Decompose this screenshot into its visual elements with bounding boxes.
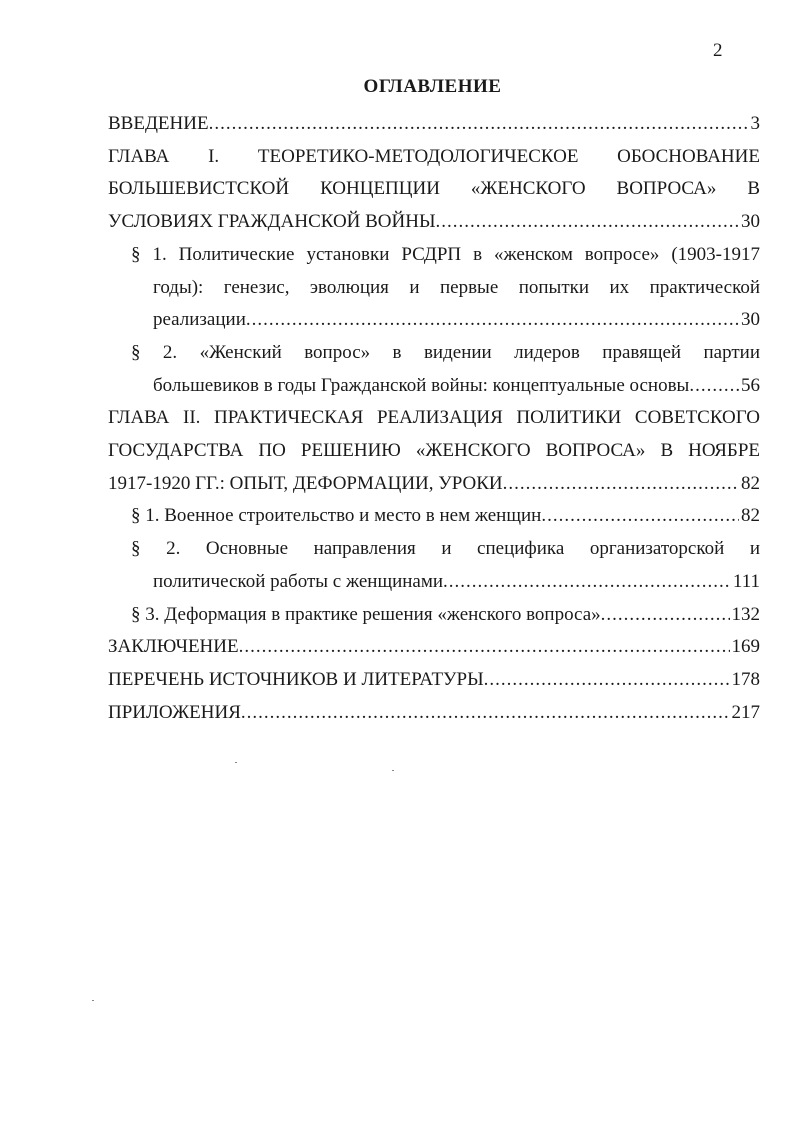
toc-entry-label: § 1. Военное строительство и место в нем женщин [131,505,542,527]
dot-leader [541,500,739,533]
toc-page-number: 30 [741,211,760,233]
dot-leader [443,566,731,599]
toc-entry-introduction[interactable] [108,108,760,141]
toc-entry-line: реализации [153,309,246,331]
toc-page-number: 217 [731,701,760,723]
toc-entry-chapter-1[interactable] [108,141,760,239]
toc-entry-line: политической работы с женщинами [153,570,444,592]
toc-entry-section-1-2[interactable] [131,337,760,402]
toc-entry-chapter-2[interactable] [108,402,760,500]
toc-page-number: 111 [732,570,760,592]
dot-leader [601,599,730,632]
toc-title: ОГЛАВЛЕНИЕ [363,76,502,97]
dot-leader [484,664,730,697]
toc-entry-line: ГЛАВА I. ТЕОРЕТИКО-МЕТОДОЛОГИЧЕСКОЕ ОБОСНОВАНИЕ [108,145,760,167]
toc-entry-line: годы): генезис, эволюция и первые попытки их практической [153,276,760,298]
scan-speck [392,770,394,771]
toc-page-number: 82 [741,505,760,527]
toc-entry-appendices[interactable] [108,697,760,730]
toc-entry-section-1-1[interactable] [131,239,760,337]
dot-leader [246,304,739,337]
toc-entry-line: 1917-1920 ГГ.: ОПЫТ, ДЕФОРМАЦИИ, УРОКИ [108,472,503,494]
toc-entry-line: ГЛАВА II. ПРАКТИЧЕСКАЯ РЕАЛИЗАЦИЯ ПОЛИТИКИ СОВЕТСКОГО [108,407,760,429]
toc-entry-sources[interactable] [108,664,760,697]
toc-entry-label: ПЕРЕЧЕНЬ ИСТОЧНИКОВ И ЛИТЕРАТУРЫ [108,668,484,690]
toc-page-number: 178 [731,668,760,690]
toc-page-number: 169 [731,636,760,658]
toc-entry-line: § 2. Основные направления и специфика организаторской и [131,538,760,560]
toc-page-number: 30 [741,309,760,331]
toc-page-number: 132 [731,603,760,625]
dot-leader [241,697,730,730]
toc-entry-line: БОЛЬШЕВИСТСКОЙ КОНЦЕПЦИИ «ЖЕНСКОГО ВОПРОСА» В [108,178,760,200]
toc-entry-label: ВВЕДЕНИЕ [108,113,209,134]
toc-entry-conclusion[interactable] [108,631,760,664]
toc-entry-line: УСЛОВИЯХ ГРАЖДАНСКОЙ ВОЙНЫ [108,211,436,233]
table-of-contents [108,108,760,729]
toc-entry-line: большевиков в годы Гражданской войны: концептуальные основы [153,374,690,396]
toc-entry-line: § 2. «Женский вопрос» в видении лидеров правящей партии [131,341,760,363]
dot-leader [209,108,749,141]
toc-page-number: 56 [741,374,760,396]
page-number: 2 [713,40,723,61]
dot-leader [689,370,739,403]
toc-entry-section-2-2[interactable] [131,533,760,598]
scan-speck [92,1000,94,1001]
toc-entry-label: ЗАКЛЮЧЕНИЕ [108,636,239,658]
toc-entry-label: § 3. Деформация в практике решения «женского вопроса» [131,603,601,625]
dot-leader [239,631,730,664]
toc-entry-label: ПРИЛОЖЕНИЯ [108,701,241,723]
toc-entry-section-2-3[interactable] [131,599,760,632]
toc-entry-line: ГОСУДАРСТВА ПО РЕШЕНИЮ «ЖЕНСКОГО ВОПРОСА» В НОЯБРЕ [108,440,760,462]
toc-entry-section-2-1[interactable] [131,500,760,533]
toc-page-number: 3 [750,113,760,134]
dot-leader [436,206,739,239]
dot-leader [503,468,739,501]
toc-page-number: 82 [741,472,760,494]
scan-speck [235,762,237,763]
toc-entry-line: § 1. Политические установки РСДРП в «женском вопросе» (1903-1917 [131,243,760,265]
